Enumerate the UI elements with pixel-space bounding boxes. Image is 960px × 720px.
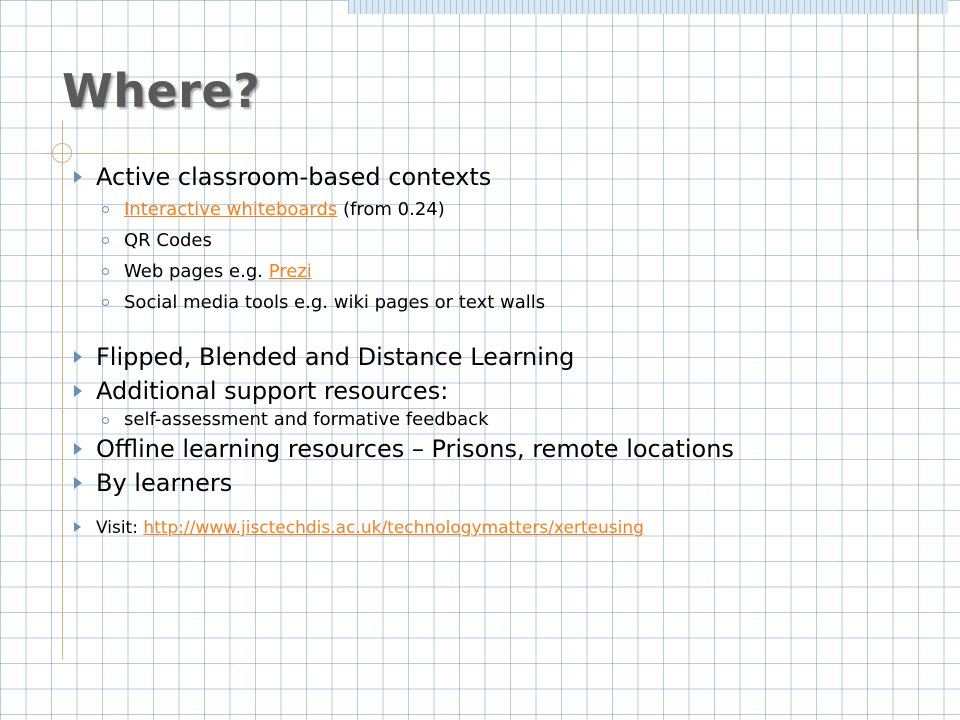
ring-icon	[102, 417, 109, 424]
bullet-flipped-blended	[72, 340, 942, 374]
slide-title: Where?	[62, 64, 261, 118]
spacer	[72, 500, 942, 514]
sub-bullet-text: Web pages e.g.	[124, 261, 269, 282]
bullet-text: Offline learning resources – Prisons, remote locations	[96, 435, 734, 463]
triangle-right-icon	[74, 171, 82, 183]
sub-bullet-text: self-assessment and formative feedback	[124, 409, 489, 430]
bullet-text: Active classroom-based contexts	[96, 163, 492, 191]
bullet-text: Visit:	[96, 518, 144, 538]
ring-icon	[102, 206, 109, 213]
bullet-additional-support	[72, 374, 942, 408]
sub-bullet-text: (from 0.24)	[337, 199, 445, 220]
sub-bullet-text: QR Codes	[124, 230, 212, 251]
triangle-right-icon	[74, 351, 82, 363]
sub-bullet-interactive-whiteboards	[72, 194, 942, 225]
ring-icon	[102, 268, 109, 275]
bullet-active-classroom	[72, 160, 942, 194]
triangle-right-icon	[74, 443, 82, 455]
slide-content	[72, 160, 942, 542]
triangle-right-icon	[74, 477, 82, 489]
interactive-whiteboards-link[interactable]: Interactive whiteboards	[124, 199, 338, 220]
bullet-visit	[72, 514, 942, 542]
bullet-text: Additional support resources:	[96, 377, 449, 405]
xerte-url-link[interactable]: http://www.jisctechdis.ac.uk/technologymatters/xerteusing	[143, 518, 644, 538]
sub-bullet-web-pages	[72, 256, 942, 287]
sub-bullet-social-media	[72, 287, 942, 318]
spacer	[72, 318, 942, 340]
corner-circle-ornament	[52, 143, 72, 163]
corner-horizontal-line	[44, 153, 254, 154]
corner-vertical-line	[62, 120, 63, 660]
ring-icon	[102, 237, 109, 244]
sub-bullet-self-assessment	[72, 408, 942, 432]
triangle-right-icon	[74, 522, 81, 532]
sub-bullet-qr-codes	[72, 225, 942, 256]
ring-icon	[102, 299, 109, 306]
bullet-text: Flipped, Blended and Distance Learning	[96, 343, 575, 371]
bullet-text: By learners	[96, 469, 233, 497]
sub-bullet-text: Social media tools e.g. wiki pages or text walls	[124, 292, 546, 313]
bullet-offline-learning	[72, 432, 942, 466]
triangle-right-icon	[74, 385, 82, 397]
top-decorative-bar	[348, 0, 948, 14]
bullet-by-learners	[72, 466, 942, 500]
prezi-link[interactable]: Prezi	[268, 261, 312, 282]
